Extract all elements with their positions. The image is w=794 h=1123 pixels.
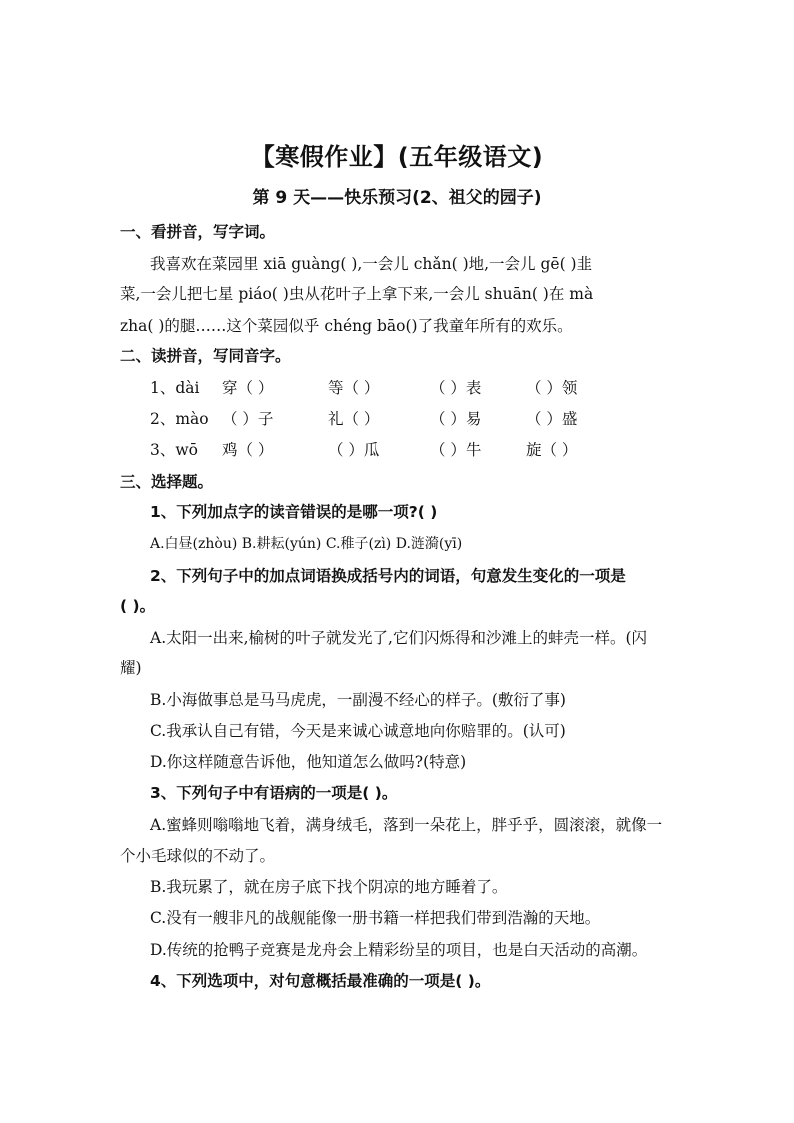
question-4-stem: 4、下列选项中，对句意概括最准确的一项是( )。 [150,972,491,990]
question-3-option-c: C.没有一艘非凡的战舰能像一册书籍一样把我们带到浩瀚的天地。 [150,909,601,927]
pinyin-blank: （ ）领 [526,379,578,397]
question-2-option-a: A.太阳一出来,榆树的叶子就发光了,它们闪烁得和沙滩上的蚌壳一样。(闪 [150,629,648,647]
pinyin-blank: 旋（ ） [526,441,578,459]
question-2-stem-cont: ( )。 [120,597,156,615]
pinyin-blank: （ ）易 [430,410,482,428]
pinyin-blank: （ ）子 [222,410,274,428]
pinyin-blank: 穿（ ） [222,379,274,397]
pinyin-row-3 [150,440,680,460]
pinyin-blank: （ ）表 [430,379,482,397]
pinyin-label: 3、wō [150,441,198,459]
question-3-option-b: B.我玩累了，就在房子底下找个阴凉的地方睡着了。 [150,878,508,896]
pinyin-label: 2、mào [150,410,209,428]
question-2-option-c: C.我承认自己有错，今天是来诚心诚意地向你赔罪的。(认可) [150,722,566,740]
question-2-option-a-cont: 耀) [120,659,142,677]
page-subtitle: 第 9 天——快乐预习(2、祖父的园子) [252,188,542,208]
section-3-heading: 三、选择题。 [120,473,214,491]
question-1-stem: 1、下列加点字的读音错误的是哪一项?( ) [150,503,438,521]
question-3-stem: 3、下列句子中有语病的一项是( )。 [150,784,398,802]
question-1-options: A.白昼(zhòu) B.耕耘(yún) C.稚子(zì) D.涟漪(yī) [150,536,463,552]
question-3-option-a-cont: 个小毛球似的不动了。 [120,847,276,865]
pinyin-row-1 [150,378,680,398]
pinyin-blank: （ ）牛 [430,441,482,459]
page-title: 【寒假作业】(五年级语文) [250,143,544,171]
pinyin-blank: （ ）盛 [526,410,578,428]
section-1-heading: 一、看拼音，写字词。 [120,223,276,241]
question-2-option-d: D.你这样随意告诉他，他知道怎么做吗?(特意) [150,753,467,771]
section-1-line-1: 我喜欢在菜园里 xiā guàng( ),一会儿 chǎn( )地,一会儿 gē( )韭 [150,255,593,273]
pinyin-row-2 [150,409,680,429]
pinyin-blank: 等（ ） [328,379,380,397]
pinyin-label: 1、dài [150,379,200,397]
pinyin-blank: 鸡（ ） [222,441,274,459]
pinyin-blank: （ ）瓜 [328,441,380,459]
pinyin-blank: 礼（ ） [328,410,380,428]
question-2-stem: 2、下列句子中的加点词语换成括号内的词语，句意发生变化的一项是 [150,567,626,585]
section-1-line-3: zha( )的腿……这个菜园似乎 chéng bāo()了我童年所有的欢乐。 [120,317,573,335]
section-2-heading: 二、读拼音，写同音字。 [120,347,291,365]
question-3-option-d: D.传统的抢鸭子竞赛是龙舟会上精彩纷呈的项目，也是白天活动的高潮。 [150,941,648,959]
section-1-line-2: 菜,一会儿把七星 piáo( )虫从花叶子上拿下来,一会儿 shuān( )在 mà [120,285,594,303]
question-3-option-a: A.蜜蜂则嗡嗡地飞着，满身绒毛，落到一朵花上，胖乎乎，圆滚滚，就像一 [150,816,663,834]
question-2-option-b: B.小海做事总是马马虎虎，一副漫不经心的样子。(敷衍了事) [150,691,566,709]
